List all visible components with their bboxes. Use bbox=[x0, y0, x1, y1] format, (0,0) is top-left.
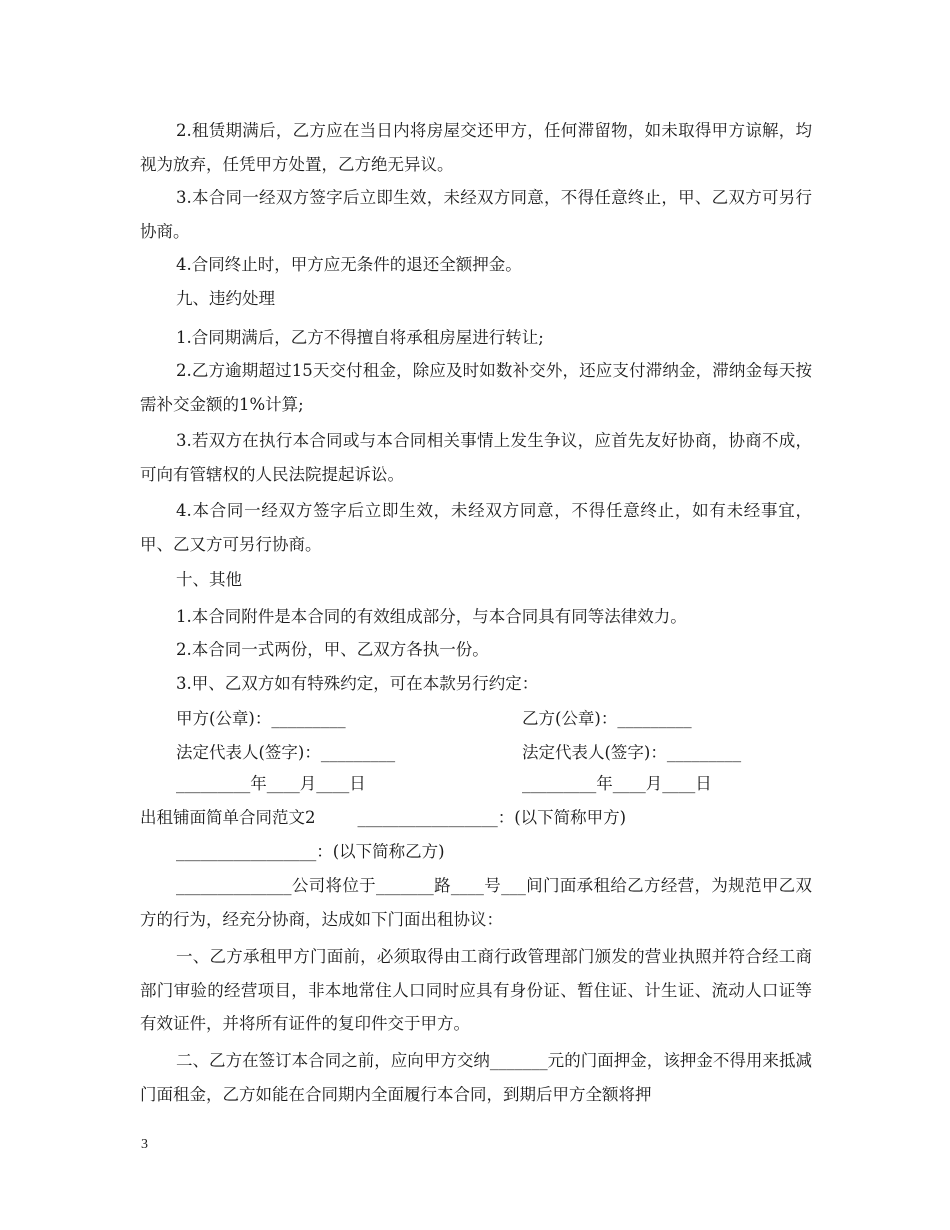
party-b-representative-line: 法定代表人(签字)：_________ bbox=[522, 743, 742, 762]
clause-4-deposit-refund: 4.合同终止时，甲方应无条件的退还全额押金。 bbox=[176, 255, 522, 274]
party-a-seal-line: 甲方(公章)：_________ bbox=[176, 709, 346, 728]
section-9-item-3: 3.若双方在执行本合同或与本合同相关事情上发生争议，应首先友好协商，协商不成，可向有管辖权的人民法院提起诉讼。 bbox=[140, 431, 812, 484]
section-9-item-1: 1.合同期满后，乙方不得擅自将承租房屋进行转让; bbox=[176, 328, 544, 347]
party-a-date-line: _________年____月____日 bbox=[176, 774, 366, 793]
section-9-item-4: 4.本合同一经双方签字后立即生效，未经双方同意，不得任意终止，如有未经事宜，甲、乙又方可另行协商。 bbox=[140, 501, 812, 554]
clause-2-return-premises: 2.租赁期满后，乙方应在当日内将房屋交还甲方，任何滞留物，如未取得甲方谅解，均视为放弃，任凭甲方处置，乙方绝无异议。 bbox=[140, 121, 812, 174]
section-9-heading: 九、违约处理 bbox=[176, 289, 275, 308]
page-number: 3 bbox=[141, 1137, 148, 1152]
contract-2-intro: ______________公司将位于_______路____号___间门面承租给乙方经营，为规范甲乙双方的行为，经充分协商，达成如下门面出租协议： bbox=[140, 876, 812, 929]
section-10-item-2: 2.本合同一式两份，甲、乙双方各执一份。 bbox=[176, 640, 489, 659]
contract-2-clause-2: 二、乙方在签订本合同之前，应向甲方交纳_______元的门面押金，该押金不得用来抵减门面租金，乙方如能在合同期内全面履行本合同，到期后甲方全额将押 bbox=[140, 1051, 812, 1104]
section-9-item-2: 2.乙方逾期超过15天交付租金，除应及时如数补交外，还应支付滞纳金，滞纳金每天按需补交金额的1%计算; bbox=[140, 361, 812, 414]
section-10-heading: 十、其他 bbox=[176, 570, 242, 589]
party-b-seal-line: 乙方(公章)：_________ bbox=[522, 709, 692, 728]
party-a-representative-line: 法定代表人(签字)：_________ bbox=[176, 743, 396, 762]
contract-2-title-line: 出租铺面简单合同范文2 _________________：(以下简称甲方) bbox=[140, 808, 627, 827]
party-b-date-line: _________年____月____日 bbox=[522, 774, 712, 793]
contract-2-party-b-line: _________________：(以下简称乙方) bbox=[176, 842, 445, 861]
section-10-item-3: 3.甲、乙双方如有特殊约定，可在本款另行约定： bbox=[176, 674, 539, 693]
clause-3-effective: 3.本合同一经双方签字后立即生效，未经双方同意，不得任意终止，甲、乙双方可另行协商。 bbox=[140, 188, 812, 241]
contract-2-clause-1: 一、乙方承租甲方门面前，必须取得由工商行政管理部门颁发的营业执照并符合经工商部门审验的经营项目，非本地常住人口同时应具有身份证、暂住证、计生证、流动人口证等有效证件，并将所有证件的复印件交于甲方。 bbox=[140, 947, 812, 1034]
section-10-item-1: 1.本合同附件是本合同的有效组成部分，与本合同具有同等法律效力。 bbox=[176, 607, 687, 626]
